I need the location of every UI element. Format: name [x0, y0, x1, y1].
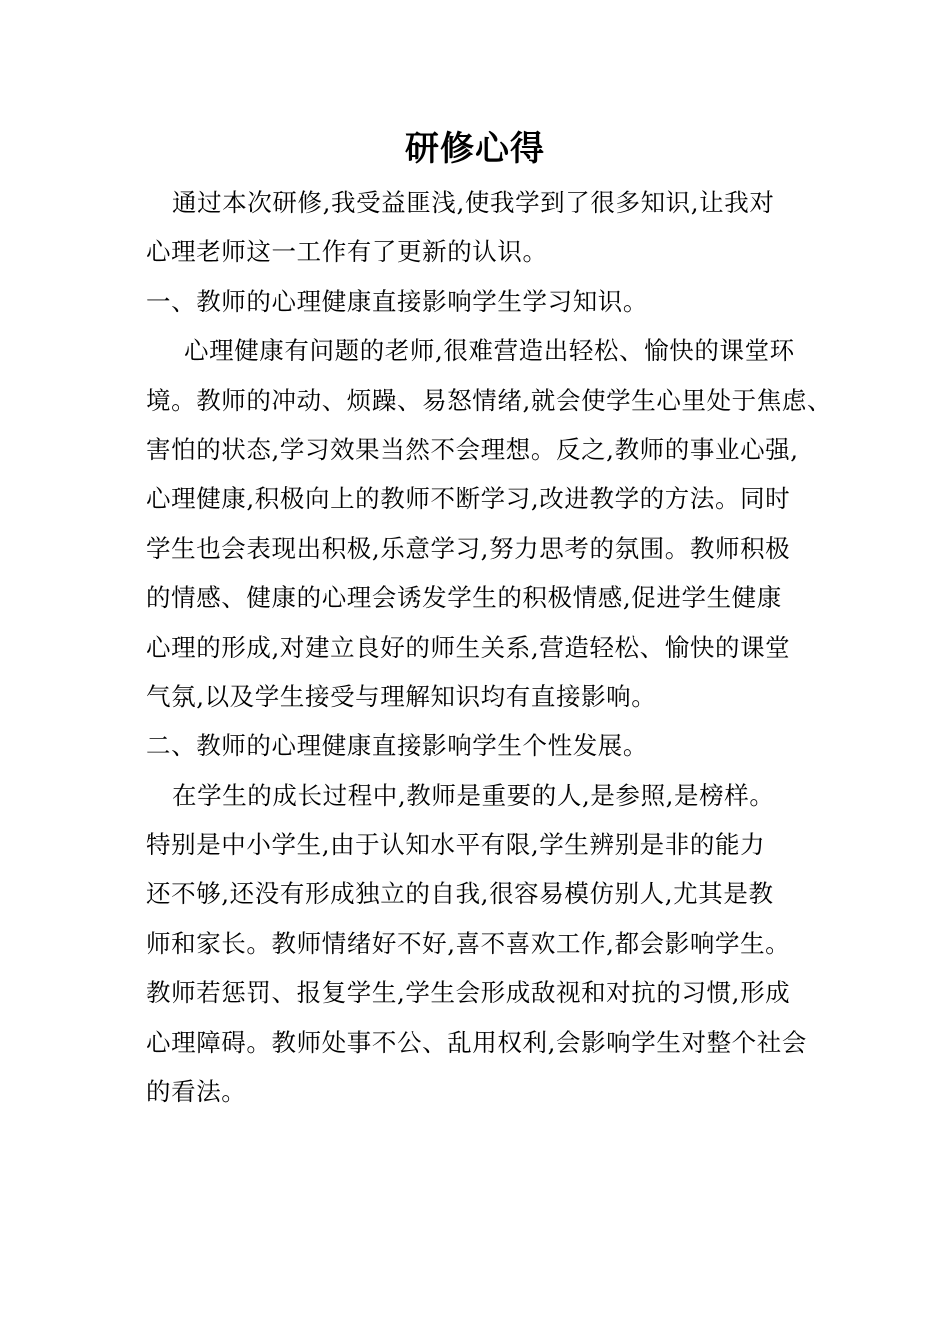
- body-line: 境。教师的冲动、烦躁、易怒情绪,就会使学生心里处于焦虑、: [146, 385, 833, 415]
- body-line: 气氛,以及学生接受与理解知识均有直接影响。: [146, 681, 657, 711]
- body-line: 心理障碍。教师处事不公、乱用权利,会影响学生对整个社会: [146, 1027, 807, 1057]
- section-heading: 一、教师的心理健康直接影响学生学习知识。: [146, 286, 648, 316]
- body-line: 心理的形成,对建立良好的师生关系,营造轻松、愉快的课堂: [146, 632, 791, 662]
- document-title: 研修心得: [405, 129, 545, 169]
- section-heading: 二、教师的心理健康直接影响学生个性发展。: [146, 731, 648, 761]
- body-line: 学生也会表现出积极,乐意学习,努力思考的氛围。教师积极: [146, 533, 791, 563]
- body-line: 通过本次研修,我受益匪浅,使我学到了很多知识,让我对: [172, 188, 775, 217]
- document-body: [146, 178, 833, 1116]
- body-line: 心理健康,积极向上的教师不断学习,改进教学的方法。同时: [146, 484, 791, 514]
- body-line: 的看法。: [146, 1077, 247, 1107]
- body-line: 在学生的成长过程中,教师是重要的人,是参照,是榜样。: [172, 780, 775, 810]
- body-line: 害怕的状态,学习效果当然不会理想。反之,教师的事业心强,: [146, 434, 799, 464]
- body-line: 教师若惩罚、报复学生,学生会形成敌视和对抗的习惯,形成: [146, 978, 791, 1008]
- body-line: 的情感、健康的心理会诱发学生的积极情感,促进学生健康: [146, 583, 782, 613]
- body-line: 还不够,还没有形成独立的自我,很容易模仿别人,尤其是教: [146, 879, 774, 909]
- body-line: 特别是中小学生,由于认知水平有限,学生辨别是非的能力: [146, 830, 766, 860]
- body-line: 心理健康有问题的老师,很难营造出轻松、愉快的课堂环: [184, 336, 795, 366]
- body-line: 心理老师这一工作有了更新的认识。: [146, 237, 548, 267]
- body-line: 师和家长。教师情绪好不好,喜不喜欢工作,都会影响学生。: [146, 928, 791, 958]
